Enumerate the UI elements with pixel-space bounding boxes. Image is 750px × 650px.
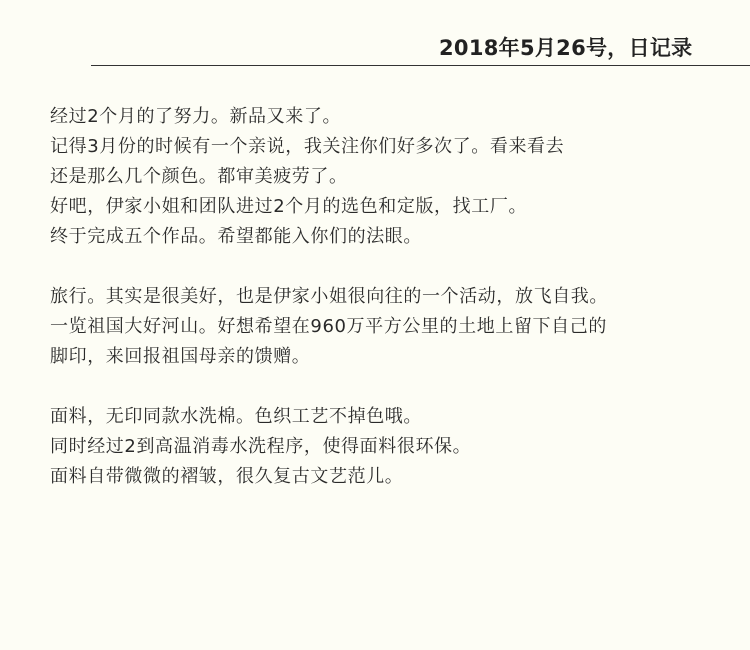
diary-body <box>50 102 740 492</box>
text-line: 面料，无印同款水洗棉。色织工艺不掉色哦。 <box>50 406 422 427</box>
text-line: 好吧，伊家小姐和团队进过2个月的选色和定版，找工厂。 <box>50 196 528 217</box>
header-divider <box>91 65 750 66</box>
text-line: 面料自带微微的褶皱，很久复古文艺范儿。 <box>50 466 404 487</box>
text-line: 旅行。其实是很美好，也是伊家小姐很向往的一个活动，放飞自我。 <box>50 286 608 307</box>
text-line: 还是那么几个颜色。都审美疲劳了。 <box>50 166 348 187</box>
text-line: 经过2个月的了努力。新品又来了。 <box>50 106 342 127</box>
paragraph-fabric <box>50 402 740 492</box>
text-line: 终于完成五个作品。希望都能入你们的法眼。 <box>50 226 422 247</box>
text-line: 记得3月份的时候有一个亲说，我关注你们好多次了。看来看去 <box>50 136 565 157</box>
text-line: 一览祖国大好河山。好想希望在960万平方公里的土地上留下自己的 <box>50 316 607 337</box>
paragraph-new-products <box>50 102 740 252</box>
page-title: 2018年5月26号，日记录 <box>439 36 693 60</box>
text-line: 脚印，来回报祖国母亲的馈赠。 <box>50 346 311 367</box>
text-line: 同时经过2到高温消毒水洗程序，使得面料很环保。 <box>50 436 472 457</box>
paragraph-travel <box>50 282 740 372</box>
